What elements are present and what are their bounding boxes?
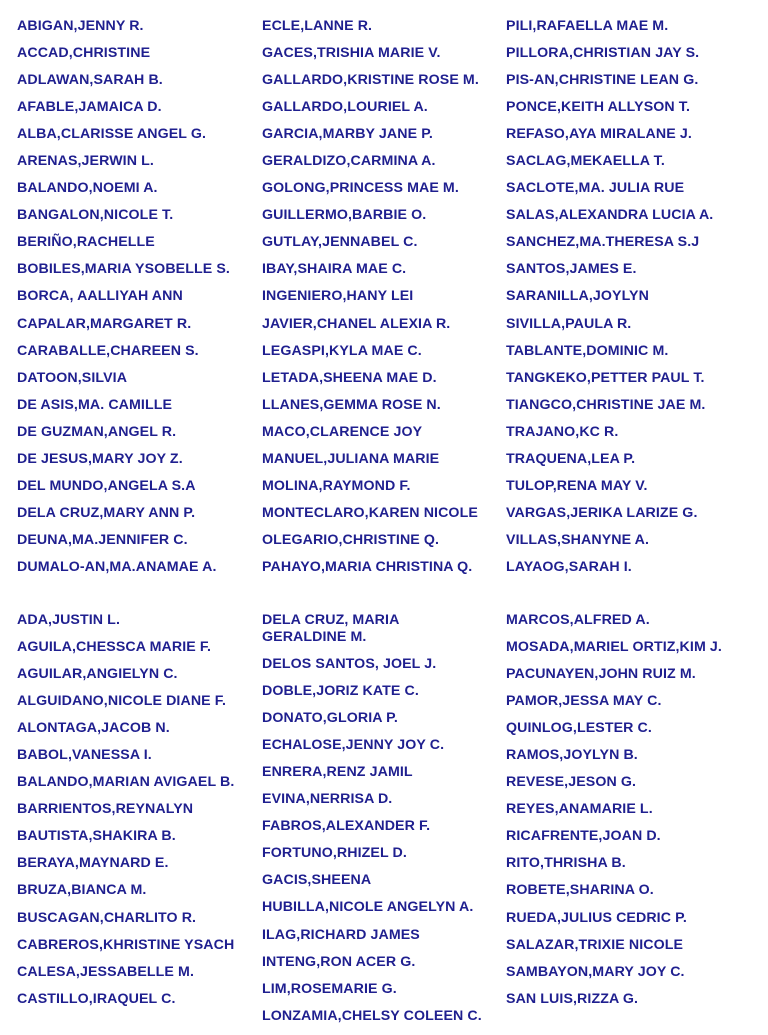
name-entry: ECHALOSE,JENNY JOY C. bbox=[262, 737, 445, 754]
name-entry: DATOON,SILVIA bbox=[17, 369, 128, 386]
name-entry: SALAZAR,TRIXIE NICOLE bbox=[506, 936, 684, 953]
name-entry: DOBLE,JORIZ KATE C. bbox=[262, 683, 419, 700]
name-column-2 bbox=[262, 612, 502, 1035]
name-entry: BRUZA,BIANCA M. bbox=[17, 882, 147, 899]
name-entry: AGUILA,CHESSCA MARIE F. bbox=[17, 639, 212, 656]
name-entry: SANTOS,JAMES E. bbox=[506, 261, 637, 278]
name-entry: SAN LUIS,RIZZA G. bbox=[506, 990, 639, 1007]
name-entry: BALANDO,NOEMI A. bbox=[17, 180, 158, 197]
name-entry: QUINLOG,LESTER C. bbox=[506, 720, 652, 737]
name-entry: ALBA,CLARISSE ANGEL G. bbox=[17, 126, 207, 143]
name-entry: BARRIENTOS,REYNALYN bbox=[17, 801, 194, 818]
name-entry: DEL MUNDO,ANGELA S.A bbox=[17, 477, 196, 494]
name-entry: DELA CRUZ, MARIA GERALDINE M. bbox=[262, 612, 399, 645]
name-entry: SAMBAYON,MARY JOY C. bbox=[506, 963, 685, 980]
name-entry: RITO,THRISHA B. bbox=[506, 855, 626, 872]
name-entry: SALAS,ALEXANDRA LUCIA A. bbox=[506, 207, 714, 224]
name-entry: BERAYA,MAYNARD E. bbox=[17, 855, 169, 872]
name-entry: BALANDO,MARIAN AVIGAEL B. bbox=[17, 774, 235, 791]
name-entry: DUMALO-AN,MA.ANAMAE A. bbox=[17, 558, 217, 575]
name-entry: BORCA, AALLIYAH ANN bbox=[17, 288, 183, 305]
name-entry: GUTLAY,JENNABEL C. bbox=[262, 234, 418, 251]
name-entry: ADLAWAN,SARAH B. bbox=[17, 72, 163, 89]
name-entry: LIM,ROSEMARIE G. bbox=[262, 980, 397, 997]
name-entry: CALESA,JESSABELLE M. bbox=[17, 963, 195, 980]
name-entry: RAMOS,JOYLYN B. bbox=[506, 747, 638, 764]
name-entry: BANGALON,NICOLE T. bbox=[17, 207, 174, 224]
name-entry: PONCE,KEITH ALLYSON T. bbox=[506, 99, 691, 116]
name-entry: GERALDIZO,CARMINA A. bbox=[262, 153, 436, 170]
name-entry: SACLAG,MEKAELLA T. bbox=[506, 153, 665, 170]
name-entry: LAYAOG,SARAH I. bbox=[506, 558, 632, 575]
name-entry: OLEGARIO,CHRISTINE Q. bbox=[262, 531, 440, 548]
name-entry: BERIÑO,RACHELLE bbox=[17, 234, 155, 251]
name-entry: PILI,RAFAELLA MAE M. bbox=[506, 18, 669, 34]
name-entry: JAVIER,CHANEL ALEXIA R. bbox=[262, 315, 451, 332]
name-entry: VILLAS,SHANYNE A. bbox=[506, 531, 650, 548]
name-entry: ABIGAN,JENNY R. bbox=[17, 18, 144, 34]
name-entry: PILLORA,CHRISTIAN JAY S. bbox=[506, 45, 700, 62]
name-entry: MOLINA,RAYMOND F. bbox=[262, 477, 411, 494]
name-entry: BAUTISTA,SHAKIRA B. bbox=[17, 828, 176, 845]
name-column-3 bbox=[506, 18, 756, 586]
name-entry: MANUEL,JULIANA MARIE bbox=[262, 450, 440, 467]
name-entry: MACO,CLARENCE JOY bbox=[262, 423, 423, 440]
name-entry: INGENIERO,HANY LEI bbox=[262, 288, 414, 305]
name-column-1 bbox=[17, 18, 257, 586]
name-entry: ARENAS,JERWIN L. bbox=[17, 153, 154, 170]
name-entry: PAMOR,JESSA MAY C. bbox=[506, 693, 662, 710]
name-entry: REVESE,JESON G. bbox=[506, 774, 637, 791]
name-entry: AFABLE,JAMAICA D. bbox=[17, 99, 162, 116]
name-entry: DELOS SANTOS, JOEL J. bbox=[262, 656, 437, 673]
name-entry: GACES,TRISHIA MARIE V. bbox=[262, 45, 441, 62]
name-entry: AGUILAR,ANGIELYN C. bbox=[17, 666, 178, 683]
name-entry: DEUNA,MA.JENNIFER C. bbox=[17, 531, 188, 548]
name-entry: LEGASPI,KYLA MAE C. bbox=[262, 342, 422, 359]
name-entry: MARCOS,ALFRED A. bbox=[506, 612, 650, 628]
name-entry: CABREROS,KHRISTINE YSACH bbox=[17, 936, 235, 953]
name-entry: SANCHEZ,MA.THERESA S.J bbox=[506, 234, 700, 251]
name-entry: LETADA,SHEENA MAE D. bbox=[262, 369, 437, 386]
name-entry: TRAJANO,KC R. bbox=[506, 423, 619, 440]
name-entry: PACUNAYEN,JOHN RUIZ M. bbox=[506, 666, 696, 683]
name-entry: RUEDA,JULIUS CEDRIC P. bbox=[506, 909, 687, 926]
name-entry: ACCAD,CHRISTINE bbox=[17, 45, 151, 62]
name-entry: DE JESUS,MARY JOY Z. bbox=[17, 450, 183, 467]
name-entry: RICAFRENTE,JOAN D. bbox=[506, 828, 661, 845]
name-entry: CASTILLO,IRAQUEL C. bbox=[17, 990, 176, 1007]
name-entry: CAPALAR,MARGARET R. bbox=[17, 315, 192, 332]
name-entry: GOLONG,PRINCESS MAE M. bbox=[262, 180, 459, 197]
name-entry: TABLANTE,DOMINIC M. bbox=[506, 342, 669, 359]
name-entry: MONTECLARO,KAREN NICOLE bbox=[262, 504, 478, 521]
name-entry: FABROS,ALEXANDER F. bbox=[262, 818, 431, 835]
name-entry: IBAY,SHAIRA MAE C. bbox=[262, 261, 407, 278]
name-entry: ALONTAGA,JACOB N. bbox=[17, 720, 170, 737]
name-column-2 bbox=[262, 18, 502, 586]
name-entry: ILAG,RICHARD JAMES bbox=[262, 926, 420, 943]
name-entry: HUBILLA,NICOLE ANGELYN A. bbox=[262, 899, 474, 916]
name-entry: GALLARDO,LOURIEL A. bbox=[262, 99, 428, 116]
name-entry: GUILLERMO,BARBIE O. bbox=[262, 207, 427, 224]
name-entry: ALGUIDANO,NICOLE DIANE F. bbox=[17, 693, 227, 710]
name-entry: INTENG,RON ACER G. bbox=[262, 953, 416, 970]
name-entry: BUSCAGAN,CHARLITO R. bbox=[17, 909, 197, 926]
name-entry: GACIS,SHEENA bbox=[262, 872, 372, 889]
name-column-1 bbox=[17, 612, 257, 1018]
name-entry: TIANGCO,CHRISTINE JAE M. bbox=[506, 396, 706, 413]
name-entry: MOSADA,MARIEL ORTIZ,KIM J. bbox=[506, 639, 722, 656]
name-entry: ENRERA,RENZ JAMIL bbox=[262, 764, 413, 781]
name-entry: ROBETE,SHARINA O. bbox=[506, 882, 654, 899]
name-entry: TRAQUENA,LEA P. bbox=[506, 450, 636, 467]
name-entry: GALLARDO,KRISTINE ROSE M. bbox=[262, 72, 479, 89]
name-entry: LLANES,GEMMA ROSE N. bbox=[262, 396, 441, 413]
name-entry: EVINA,NERRISA D. bbox=[262, 791, 393, 808]
name-entry: DONATO,GLORIA P. bbox=[262, 710, 398, 727]
name-entry: SACLOTE,MA. JULIA RUE bbox=[506, 180, 685, 197]
name-entry: SIVILLA,PAULA R. bbox=[506, 315, 632, 332]
name-entry: LONZAMIA,CHELSY COLEEN C. bbox=[262, 1007, 482, 1024]
name-entry: GARCIA,MARBY JANE P. bbox=[262, 126, 433, 143]
name-entry: DE GUZMAN,ANGEL R. bbox=[17, 423, 177, 440]
name-entry: ADA,JUSTIN L. bbox=[17, 612, 120, 628]
name-entry: TANGKEKO,PETTER PAUL T. bbox=[506, 369, 705, 386]
name-entry: BABOL,VANESSA I. bbox=[17, 747, 152, 764]
name-entry: CARABALLE,CHAREEN S. bbox=[17, 342, 199, 359]
name-entry: TULOP,RENA MAY V. bbox=[506, 477, 648, 494]
name-entry: REYES,ANAMARIE L. bbox=[506, 801, 653, 818]
name-entry: SARANILLA,JOYLYN bbox=[506, 288, 649, 305]
name-entry: REFASO,AYA MIRALANE J. bbox=[506, 126, 692, 143]
name-column-3 bbox=[506, 612, 756, 1018]
name-entry: BOBILES,MARIA YSOBELLE S. bbox=[17, 261, 230, 278]
name-entry: ECLE,LANNE R. bbox=[262, 18, 373, 34]
name-entry: PIS-AN,CHRISTINE LEAN G. bbox=[506, 72, 699, 89]
name-entry: PAHAYO,MARIA CHRISTINA Q. bbox=[262, 558, 473, 575]
name-entry: DE ASIS,MA. CAMILLE bbox=[17, 396, 173, 413]
name-entry: FORTUNO,RHIZEL D. bbox=[262, 845, 407, 862]
name-entry: VARGAS,JERIKA LARIZE G. bbox=[506, 504, 698, 521]
name-entry: DELA CRUZ,MARY ANN P. bbox=[17, 504, 196, 521]
